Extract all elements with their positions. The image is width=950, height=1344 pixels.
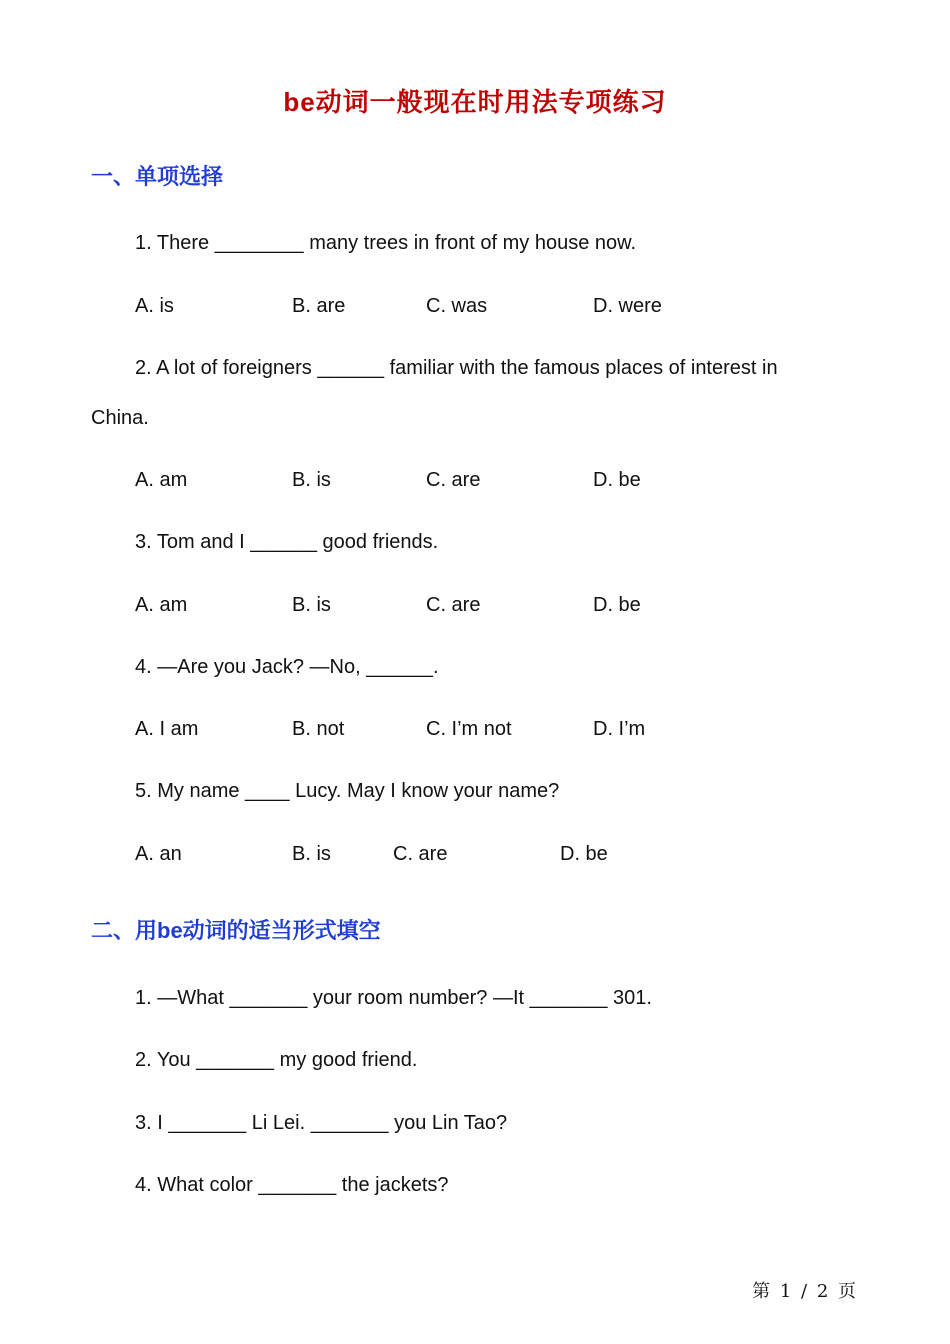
q4-option-d: D. I’m	[593, 718, 646, 740]
fill-in-item-3: 3. I _______ Li Lei. _______ you Lin Tao?	[135, 1112, 508, 1134]
fill-in-item-2: 2. You _______ my good friend.	[135, 1049, 418, 1071]
q2-option-b: B. is	[292, 469, 331, 491]
question-2-continuation: China.	[91, 407, 149, 429]
question-5: 5. My name ____ Lucy. May I know your name?	[135, 780, 560, 802]
question-3: 3. Tom and I ______ good friends.	[135, 531, 439, 553]
page-number: 第 1 / 2 页	[752, 1281, 858, 1302]
q3-option-d: D. be	[593, 594, 641, 616]
page-title: be动词一般现在时用法专项练习	[283, 87, 667, 117]
q1-option-b: B. are	[292, 295, 346, 317]
fill-in-item-4: 4. What color _______ the jackets?	[135, 1174, 449, 1196]
q5-option-d: D. be	[560, 843, 608, 865]
fill-in-item-1: 1. —What _______ your room number? —It _______ 301.	[135, 987, 652, 1009]
question-4: 4. —Are you Jack? —No, ______.	[135, 656, 439, 678]
q4-option-a: A. I am	[135, 718, 199, 740]
q1-option-d: D. were	[593, 295, 662, 317]
q1-option-c: C. was	[426, 295, 488, 317]
q4-option-c: C. I’m not	[426, 718, 512, 740]
q5-option-b: B. is	[292, 843, 331, 865]
section-heading-fill-in: 二、用be动词的适当形式填空	[91, 918, 381, 943]
question-1: 1. There ________ many trees in front of my house now.	[135, 232, 637, 254]
q3-option-c: C. are	[426, 594, 481, 616]
q5-option-c: C. are	[393, 843, 448, 865]
q3-option-a: A. am	[135, 594, 188, 616]
q4-option-b: B. not	[292, 718, 345, 740]
q2-option-c: C. are	[426, 469, 481, 491]
section-heading-multiple-choice: 一、单项选择	[91, 164, 224, 189]
q2-option-a: A. am	[135, 469, 188, 491]
question-2: 2. A lot of foreigners ______ familiar with the famous places of interest in	[135, 357, 778, 379]
q2-option-d: D. be	[593, 469, 641, 491]
q1-option-a: A. is	[135, 295, 174, 317]
q3-option-b: B. is	[292, 594, 331, 616]
q5-option-a: A. an	[135, 843, 182, 865]
